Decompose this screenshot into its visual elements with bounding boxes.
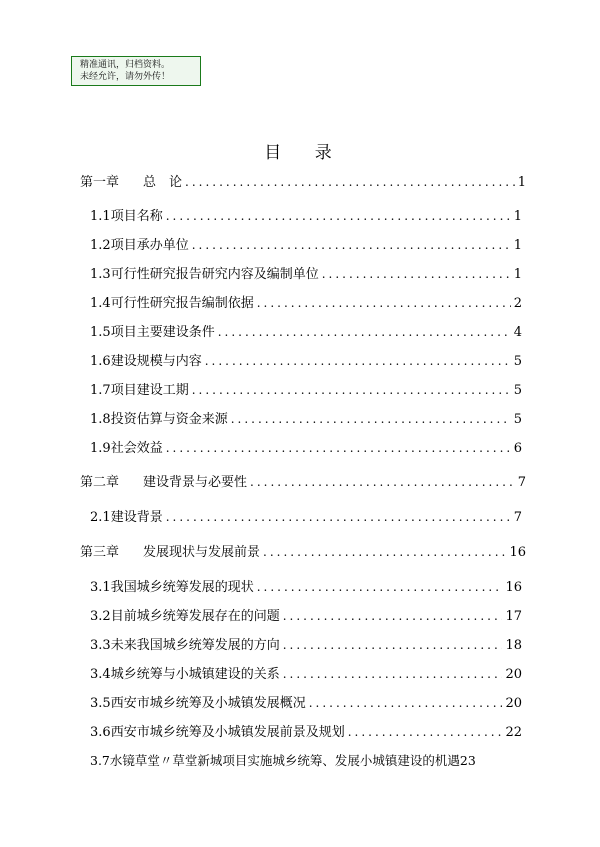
entry-number: 3.1	[90, 580, 111, 595]
toc-entry[interactable]	[90, 665, 522, 683]
dot-leader	[283, 636, 503, 654]
entry-page: 1	[517, 175, 526, 190]
entry-page: 1	[513, 238, 522, 253]
entry-number: 第一章	[80, 175, 120, 190]
entry-label: 项目主要建设条件	[110, 325, 215, 340]
toc-entry[interactable]	[90, 381, 522, 399]
entry-number: 3.4	[90, 667, 111, 682]
dot-leader	[257, 578, 503, 596]
entry-number: 1.7	[90, 383, 111, 398]
entry-number: 第三章	[80, 545, 120, 560]
dot-leader	[218, 323, 511, 341]
entry-label: 西安市城乡统筹及小城镇发展前景及规划	[110, 725, 345, 740]
entry-number: 1.2	[90, 238, 111, 253]
entry-label: 西安市城乡统筹及小城镇发展概况	[110, 696, 306, 711]
dot-leader	[205, 352, 511, 370]
entry-page: 1	[513, 267, 522, 282]
entry-label: 建设规模与内容	[110, 354, 202, 369]
dot-leader	[348, 723, 503, 741]
entry-label: 可行性研究报告编制依据	[110, 296, 254, 311]
dot-leader	[185, 173, 515, 191]
entry-label: 总 论	[143, 175, 183, 190]
entry-number: 第二章	[80, 475, 120, 490]
entry-page: 17	[505, 609, 522, 624]
entry-number: 3.2	[90, 609, 111, 624]
entry-label: 可行性研究报告研究内容及编制单位	[110, 267, 319, 282]
entry-number: 1.1	[90, 209, 111, 224]
toc-title: 目 录	[264, 143, 346, 163]
entry-number: 1.4	[90, 296, 111, 311]
entry-label: 未来我国城乡统筹发展的方向	[110, 638, 280, 653]
dot-leader	[166, 439, 511, 457]
dot-leader	[192, 381, 511, 399]
toc-entry[interactable]	[90, 236, 522, 254]
toc-entry[interactable]	[90, 636, 522, 654]
entry-number: 2.1	[90, 510, 111, 525]
toc-entry[interactable]	[90, 352, 522, 370]
entry-number: 1.9	[90, 441, 111, 456]
entry-number: 1.6	[90, 354, 111, 369]
toc-entry[interactable]	[90, 207, 522, 225]
entry-page: 16	[505, 580, 522, 595]
entry-page: 5	[513, 412, 522, 427]
entry-number: 3.3	[90, 638, 111, 653]
entry-label: 水镜草堂〃草堂新城项目实施城乡统筹、发展小城镇建设的机遇	[109, 753, 460, 768]
entry-label: 发展现状与发展前景	[143, 545, 261, 560]
entry-page: 1	[513, 209, 522, 224]
entry-number: 1.8	[90, 412, 111, 427]
entry-page: 18	[505, 638, 522, 653]
toc-entry[interactable]	[90, 410, 522, 428]
entry-number: 3.5	[90, 696, 111, 711]
toc-entry[interactable]	[90, 578, 522, 596]
entry-page: 20	[505, 667, 522, 682]
dot-leader	[166, 207, 511, 225]
entry-page: 5	[513, 383, 522, 398]
entry-number: 1.3	[90, 267, 111, 282]
dot-leader	[257, 294, 511, 312]
toc-entry[interactable]	[80, 173, 526, 191]
toc-entry[interactable]	[90, 265, 522, 283]
entry-label: 社会效益	[110, 441, 163, 456]
entry-number: 1.5	[90, 325, 111, 340]
entry-page: 16	[509, 545, 526, 560]
dot-leader	[166, 508, 511, 526]
dot-leader	[283, 665, 503, 683]
entry-page: 22	[505, 725, 522, 740]
entry-label: 城乡统筹与小城镇建设的关系	[110, 667, 280, 682]
toc-entry[interactable]	[80, 473, 526, 491]
entry-page: 7	[513, 510, 522, 525]
entry-page: 5	[513, 354, 522, 369]
dot-leader	[322, 265, 511, 283]
dot-leader	[250, 473, 515, 491]
toc-entry[interactable]	[90, 323, 522, 341]
dot-leader	[283, 607, 503, 625]
toc-entry[interactable]	[90, 439, 522, 457]
entry-label: 建设背景与必要性	[143, 475, 248, 490]
entry-label: 我国城乡统筹发展的现状	[110, 580, 254, 595]
entry-label: 项目承办单位	[110, 238, 189, 253]
toc-entry[interactable]	[90, 723, 522, 741]
dot-leader	[263, 543, 506, 561]
entry-label: 建设背景	[110, 510, 163, 525]
entry-page: 7	[517, 475, 526, 490]
entry-label: 项目建设工期	[110, 383, 189, 398]
dot-leader	[192, 236, 511, 254]
entry-page: 20	[505, 696, 522, 711]
entry-page: 6	[513, 441, 522, 456]
entry-label: 目前城乡统筹发展存在的问题	[110, 609, 280, 624]
entry-number: 3.6	[90, 725, 111, 740]
stamp-line-2: 未经允许，请勿外传！	[80, 72, 171, 82]
entry-number: 3.7	[90, 753, 110, 768]
toc-entry[interactable]	[80, 543, 526, 561]
toc-entry[interactable]	[90, 508, 522, 526]
toc-entry[interactable]	[90, 607, 522, 625]
toc-entry[interactable]	[90, 694, 522, 712]
toc-entry[interactable]	[90, 752, 522, 770]
dot-leader	[309, 694, 503, 712]
dot-leader	[231, 410, 511, 428]
stamp-line-1: 精准通讯，归档资料。	[80, 60, 171, 70]
entry-page: 4	[513, 325, 522, 340]
entry-page: 23	[459, 753, 476, 768]
entry-label: 投资估算与资金来源	[110, 412, 228, 427]
entry-label: 项目名称	[110, 209, 163, 224]
toc-entry[interactable]	[90, 294, 522, 312]
entry-page: 2	[513, 296, 522, 311]
